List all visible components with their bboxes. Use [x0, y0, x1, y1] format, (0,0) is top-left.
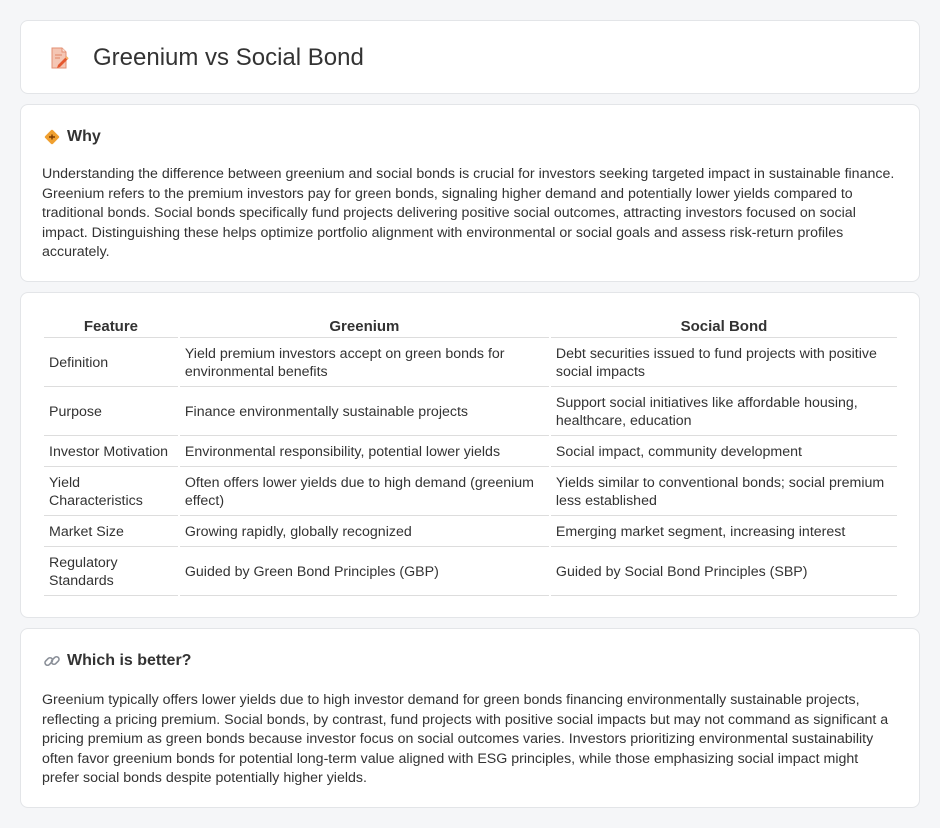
- row-feature: Market Size: [44, 518, 178, 547]
- table-header-row: [44, 317, 897, 338]
- better-text: Greenium typically offers lower yields due to high investor demand for green bonds financing environmentally sustainable projects, reflecting a pricing premium. Social bonds, by contrast, fund projects with positive social impacts but may not command as significant a pricing premium as green bonds because investor focus on social outcomes varies. Investors prioritizing environmental sustainability often favor greenium bonds for potential long-term value aligned with ESG principles, while those emphasizing social impact might prefer social bonds despite potentially higher yields.: [42, 692, 889, 787]
- row-greenium: Yield premium investors accept on green bonds for environmental benefits: [180, 340, 549, 387]
- why-section: [20, 104, 920, 282]
- header-card: [20, 20, 920, 94]
- row-feature: Purpose: [44, 389, 178, 436]
- page-title: Greenium vs Social Bond: [93, 44, 364, 71]
- row-social-bond: Social impact, community development: [551, 438, 897, 467]
- row-social-bond: Debt securities issued to fund projects with positive social impacts: [551, 340, 897, 387]
- row-social-bond: Emerging market segment, increasing interest: [551, 518, 897, 547]
- diamond-signal-icon: [43, 128, 61, 146]
- row-feature: Definition: [44, 340, 178, 387]
- row-feature: Investor Motivation: [44, 438, 178, 467]
- row-social-bond: Support social initiatives like affordable housing, healthcare, education: [551, 389, 897, 436]
- header-greenium: Greenium: [180, 317, 549, 338]
- comparison-section: [20, 292, 920, 618]
- better-heading-row: [43, 651, 191, 671]
- row-social-bond: Guided by Social Bond Principles (SBP): [551, 549, 897, 596]
- table-row: [44, 518, 897, 547]
- better-heading: Which is better?: [67, 652, 192, 669]
- row-social-bond: Yields similar to conventional bonds; social premium less established: [551, 469, 897, 516]
- table-row: [44, 549, 897, 596]
- row-greenium: Growing rapidly, globally recognized: [180, 518, 549, 547]
- why-text: Understanding the difference between greenium and social bonds is crucial for investors seeking targeted impact in sustainable finance. Greenium refers to the premium investors pay for green bonds, signaling higher demand and potentially lower yields compared to traditional bonds. Social bonds specifically fund projects delivering positive social outcomes, attracting investors focused on social impact. Distinguishing these helps optimize portfolio alignment with environmental or social goals and assess risk-return profiles accurately.: [42, 166, 895, 261]
- comparison-table: [42, 315, 899, 598]
- header-social-bond: Social Bond: [551, 317, 897, 338]
- row-greenium: Often offers lower yields due to high demand (greenium effect): [180, 469, 549, 516]
- row-greenium: Guided by Green Bond Principles (GBP): [180, 549, 549, 596]
- why-heading-row: [43, 127, 101, 147]
- link-icon: [43, 652, 61, 670]
- row-feature: Yield Characteristics: [44, 469, 178, 516]
- table-row: [44, 438, 897, 467]
- row-greenium: Finance environmentally sustainable projects: [180, 389, 549, 436]
- why-heading: Why: [67, 128, 101, 145]
- row-feature: Regulatory Standards: [44, 549, 178, 596]
- table-row: [44, 469, 897, 516]
- table-row: [44, 389, 897, 436]
- document-pen-icon: [47, 46, 71, 70]
- table-row: [44, 340, 897, 387]
- row-greenium: Environmental responsibility, potential lower yields: [180, 438, 549, 467]
- which-better-section: [20, 628, 920, 808]
- header-feature: Feature: [44, 317, 178, 338]
